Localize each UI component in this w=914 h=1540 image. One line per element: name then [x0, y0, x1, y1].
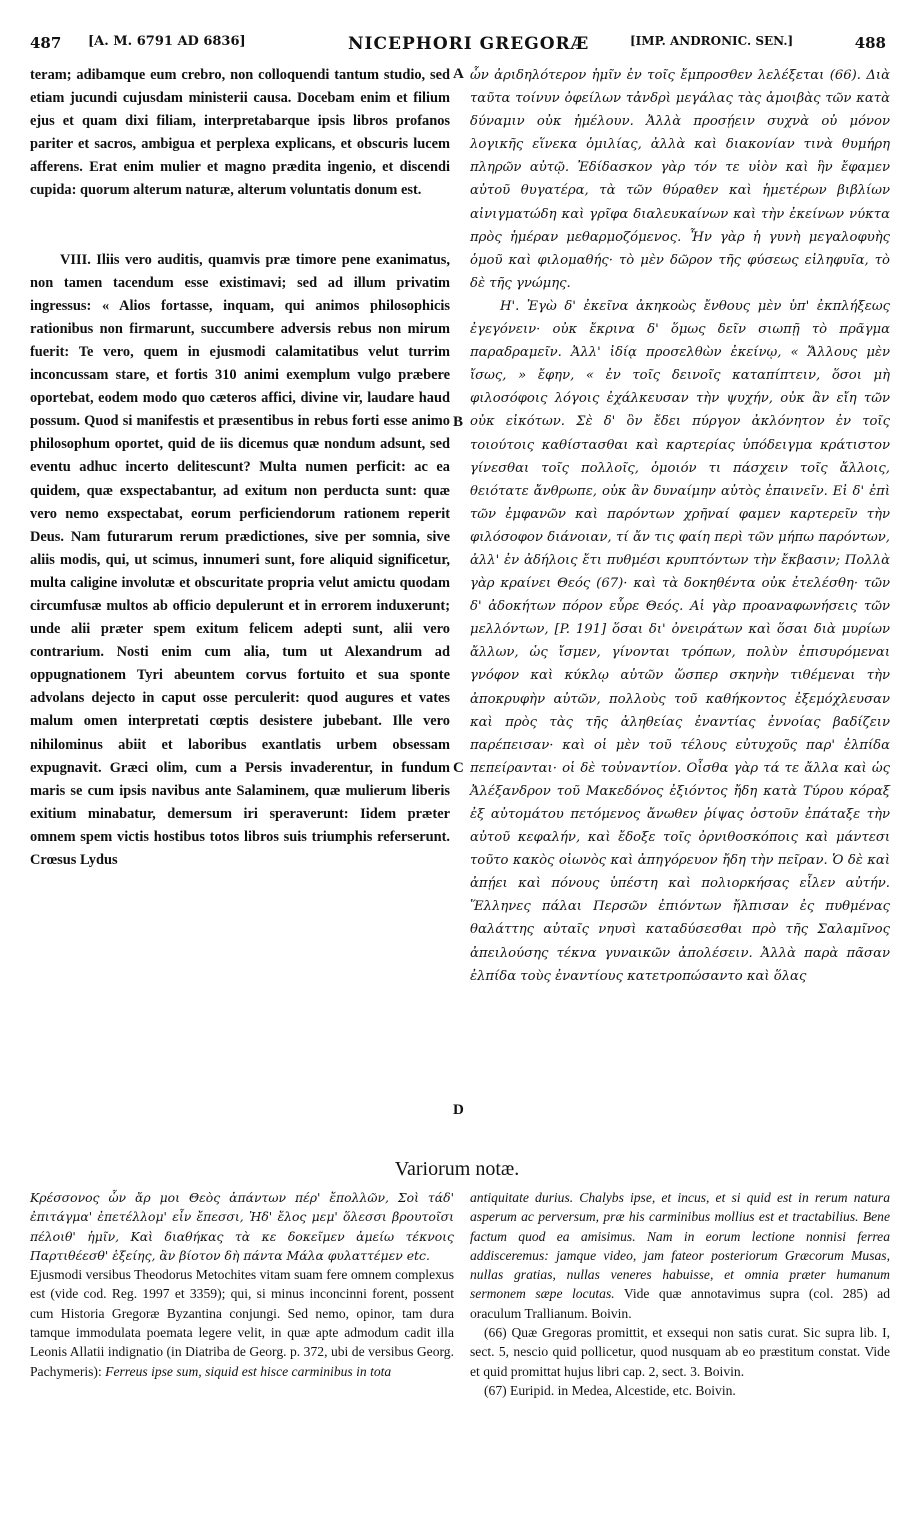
latin-column [30, 64, 450, 872]
section-marker-d: D [453, 1102, 464, 1118]
latin-paragraph-2: VIII. Iliis vero auditis, quamvis præ timore pene exanimatus, non tamen tacendum esse existimavi; sed ad illum privatim ingressus: « Alios fortasse, inquam, qui animos philosophicis rationibus non firmarunt, succumbere adversis rebus non mirum fuerit: Te vero, quem in ejusmodi calamitatibus velut turrim inconcussam stare, et fortis 310 animi exemplum vulgo præbere oportebat, eodem modo quo cæteros affici, divine vir, laudare haud possum. Quod si manifestis et præsentibus in rebus forti esse animo philosophum oportet, quid de iis dicemus quæ nondum adsunt, sed eventu adhuc incerto delitescunt? Multa numen perficit: ac ea quidem, quæ exspectabantur, ad exitum non perducta sunt: quæ vero nemo exspectabat, eorum perficiendorum rationem reperit Deus. Nam futurarum rerum prædictiones, sive per somnia, sive aliis modis, qui, ut scimus, innumeri sunt, fore aliquid significetur, multa caligine involutæ et obscuritate propria velut amictu quodam circumfusæ multos ab officio depulerunt et in errorem induxerunt; unde alii præter spem exitum felicem adepti sunt, alii vero contrarium. Nosti enim cum alia, tum ut Alexandrum ad oppugnationem Tyri abeuntem corvus fortuito et sua sponte advolans dejecto in caput osse perculerit: quod augures et vates malum omen interpretati cœptis desistere jubebant. Ille vero nihilominus abiit et laboribus exantlatis urbem obsessam expugnavit. Græci olim, cum a Persis invaderentur, in fundum maris se cum ipsis navibus ante Salaminem, quæ mulierum liberis exitium minabatur, demersum iri speraverunt: Iidem præter omnem spem victis hostibus totos libros suis triumphis referserunt. Crœsus Lydus [30, 251, 450, 868]
note-right-continuation [470, 1188, 890, 1323]
note-right-italic: antiquitate durius. Chalybs ipse, et incus, et si quid est in rerum natura asperum ac perversum, præ his carminibus mollius est et tractabilius. Bene factum quod ea amisimus. Nam in eorum lectione nonnisi ferrea addisceremus: jamque video, jam fateor posteriorum Græcorum Musas, nullas gratias, nullas veneres habuisse, et omnia præter humanum sermonem sæpe locutas. [470, 1190, 890, 1302]
greek-paragraph-2: Η'. Ἐγὼ δ' ἐκεῖνα ἀκηκοὼς ἔνθους μὲν ὑπ' ἐκπλήξεως ἐγεγόνειν· οὐκ ἔκρινα δ' ὅμως δεῖν σιωπῇ τὸ πρᾶγμα παραδραμεῖν. Ἀλλ' ἰδίᾳ προσελθὼν ἐκείνῳ, « Ἄλλους μὲν ἴσως, » ἔφην, « ἐν τοῖς δεινοῖς καταπίπτειν, ὅσοι μὴ φιλοσόφοις λόγοις ἐχάλκευσαν τὴν ψυχήν, οὐκ ἂν εἴη τῶν οὐκ εἰκότων. Σὲ δ' ὃν ἔδει πύργον ἀκλόνητον ἐν τοῖς τοιούτοις καθίστασθαι καὶ καρτερίας ὑπόδειγμα κράτιστον γίνεσθαι τοῖς πολλοῖς, ὁμοιόν τι πάσχειν τοῖς ἄλλοις, θειότατε ἄνθρωπε, οὐκ ἂν δυναίμην αὐτὸς ἐπαινεῖν. Εἰ δ' ἐπὶ τῶν ἐμφανῶν καὶ παρόντων χρῆναί φαμεν καρτερεῖν τὴν φιλόσοφον διάνοιαν, τί ἄν τις φαίη περὶ τῶν μήπω παρόντων, ἀλλ' ἐν ἀδήλοις ἔτι πυθμέσι κρυπτόντων τὴν ἔκβασιν; Πολλὰ γὰρ κραίνει Θεός (67)· καὶ τὰ δοκηθέντα οὐκ ἐτελέσθη· τῶν δ' ἀδοκήτων πόρον εὗρε Θεός. Αἱ γὰρ προαναφωνήσεις τῶν μελλόντων, [P. 191] ὅσαι δι' ὀνειράτων καὶ ὅσαι διὰ μυρίων ἄλλων, ὡς ἴσμεν, γίνονται τρόπων, πολὺν ἐπισυρόμεναι γνόφον καὶ κύκλῳ αὐτῶν ὥσπερ σκηνὴν τιθέμεναι τὴν ἀποκρυφὴν αὐτῶν, πολλοὺς τοῦ καθήκοντος ἐξεμόχλευσαν καὶ πρὸς τὰς τῆς ἀληθείας ἐναντίας ἐννοίας βαδίζειν παρέπεισαν· καὶ οἱ μὲν τοῦ τέλους εὐτυχοῦς παρ' ἐλπίδα πεπείρανται· οἱ δὲ τοὐναντίον. Οἶσθα γὰρ τά τε ἄλλα καὶ ὡς Ἀλέξανδρον τοῦ Μακεδόνος ἐξιόντος ἤδη κατὰ Τύρου κόραξ ἐξ αὐτομάτου πετόμενος ἄνωθεν ῥίψας ὀστοῦν ἐπάταξε τὴν αὐτοῦ κεφαλήν, καὶ ἔδοξε τοῖς ὀρνιθοσκόποις καὶ μάντεσι τοῦτο κακὸς οἰωνὸς καὶ ἀπηγόρευον ἤδη τὴν πεῖραν. Ὁ δὲ καὶ ἀπῄει καὶ πόνους ὑπέστη καὶ πολιορκήσας εἷλεν αὐτήν. Ἕλληνες πάλαι Περσῶν ἐπιόντων ἤλπισαν ἐς πυθμένας θαλάττης αὐταῖς νηυσὶ καταδύσεσθαι πρὸ τῆς Σαλαμῖνος ἀπειλούσης τέκνα γυναικῶν ἀπολέσειν. Ἀλλὰ παρὰ πᾶσαν ἐλπίδα τοὺς ἐναντίους κατετροπώσαντο καὶ ὅλας [470, 298, 890, 984]
notes-title: Variorum notæ. [394, 1158, 520, 1180]
notes-left-column [30, 1188, 454, 1381]
section-marker-c: C [453, 760, 464, 776]
date-left: [A. M. 6791 AD 6836] [88, 34, 246, 49]
note-right-tail: Vide quæ annotavimus supra (col. 285) ad oraculum Trallianum. Boivin. [470, 1286, 890, 1321]
note-67: (67) Euripid. in Medea, Alcestide, etc. Boivin. [484, 1382, 736, 1398]
latin-paragraph-1: teram; adibamque eum crebro, non colloquendi tantum studio, sed etiam jucundi cujusdam ministerii causa. Docebam enim et filium ejus et quam dixi filiam, interpretabarque ipsis libros profanos pariter et sacros, ambigua et perplexa explicans, et obscuris lucem afferens. Erat enim mulier et magno prædita ingenio, et discendi cupida: quorum alterum naturæ, alterum voluntatis donum est. [30, 67, 450, 199]
greek-column [470, 64, 890, 988]
note-left-text [30, 1265, 454, 1381]
section-marker-b: B [453, 414, 464, 430]
greek-paragraph-1: ὧν ἀριδηλότερον ἡμῖν ἐν τοῖς ἔμπροσθεν λελέξεται (66). Διὰ ταῦτα τοίνυν ὀφείλων τἀνδρὶ μεγάλας τὰς ἀμοιβὰς τῶν κατὰ δύναμιν οὐκ ἠμέλουν. Ἀλλὰ προσῄειν συχνὰ οὐ μόνον λογικῆς εἵνεκα ὁμιλίας, ἀλλὰ καὶ διακονίαν τινὰ θυμήρη πληρῶν αὐτῷ. Ἐδίδασκον γὰρ τόν τε υἱὸν καὶ ἣν ἔφαμεν αὐτοῦ θυγατέρα, τὰ τῶν θύραθεν καὶ ἡμετέρων βιβλίων αἰνιγματώδη καὶ γρῖφα διαλευκαίνων καὶ τὴν ἐκείνων νύκτα πρὸς ἡμέραν μεθαρμοζόμενος. Ἦν γὰρ ἡ γυνὴ μεγαλοφυὴς ὁμοῦ καὶ φιλομαθής· τὸ μὲν δῶρον τῆς φύσεως εἰληφυῖα, τὸ δὲ τῆς γνώμης. [470, 68, 890, 291]
greek-verse: Κρέσσονος ὧν ἄρ μοι Θεὸς ἀπάντων πέρ' ἔπολλῶν, Σοὶ τάδ' ἐπιτάγμα' ἐπετέλλομ' εἶν ἔπεσσι, Ἠδ' ἔλος μεμ' ὅλεσσι βρουτοῖσι πέλοιθ' ἡμῖν, Καὶ διαθήκας τὰ κε δοκεῖμεν ἀμείω τέκνοις Παρτιθέεσθ' ἑξείης, ἂν βίοτον δὴ πάντα Μάλα φυλαττέμεν etc. [30, 1190, 454, 1263]
note-66: (66) Quæ Gregoras promittit, et exsequi non satis curat. Sic supra lib. I, sect. 5, nescio quid pollicetur, quod nusquam ab eo præstitum constat. Vide et quid promittat hujus libri cap. 2, sect. 3. Boivin. [470, 1325, 890, 1379]
page-number-right: 488 [854, 34, 886, 52]
note-left-italic: Ferreus ipse sum, siquid est hisce carminibus in tota [105, 1363, 392, 1379]
date-right: [IMP. ANDRONIC. SEN.] [630, 34, 794, 48]
note-left-body: Ejusmodi versibus Theodorus Metochites vitam suam fere omnem complexus est (vide cod. Reg. 1997 et 3359); qui, si minus inconcinni forent, possent cum Historia Gregoræ Byzantina conjungi. Sed nemo, opinor, tam dura tamque immodulata poemata legere velit, in quæ apte admodum cadit illa Leonis Allatii indignatio (in Diatriba de Georg. p. 372, ubi de versibus Georg. Pachymeris): [30, 1267, 454, 1379]
notes-right-column [470, 1188, 890, 1400]
running-title: NICEPHORI GREGORÆ [348, 34, 590, 54]
page-number-left: 487 [30, 34, 62, 52]
page-header [30, 34, 886, 62]
section-marker-a: A [453, 66, 464, 82]
